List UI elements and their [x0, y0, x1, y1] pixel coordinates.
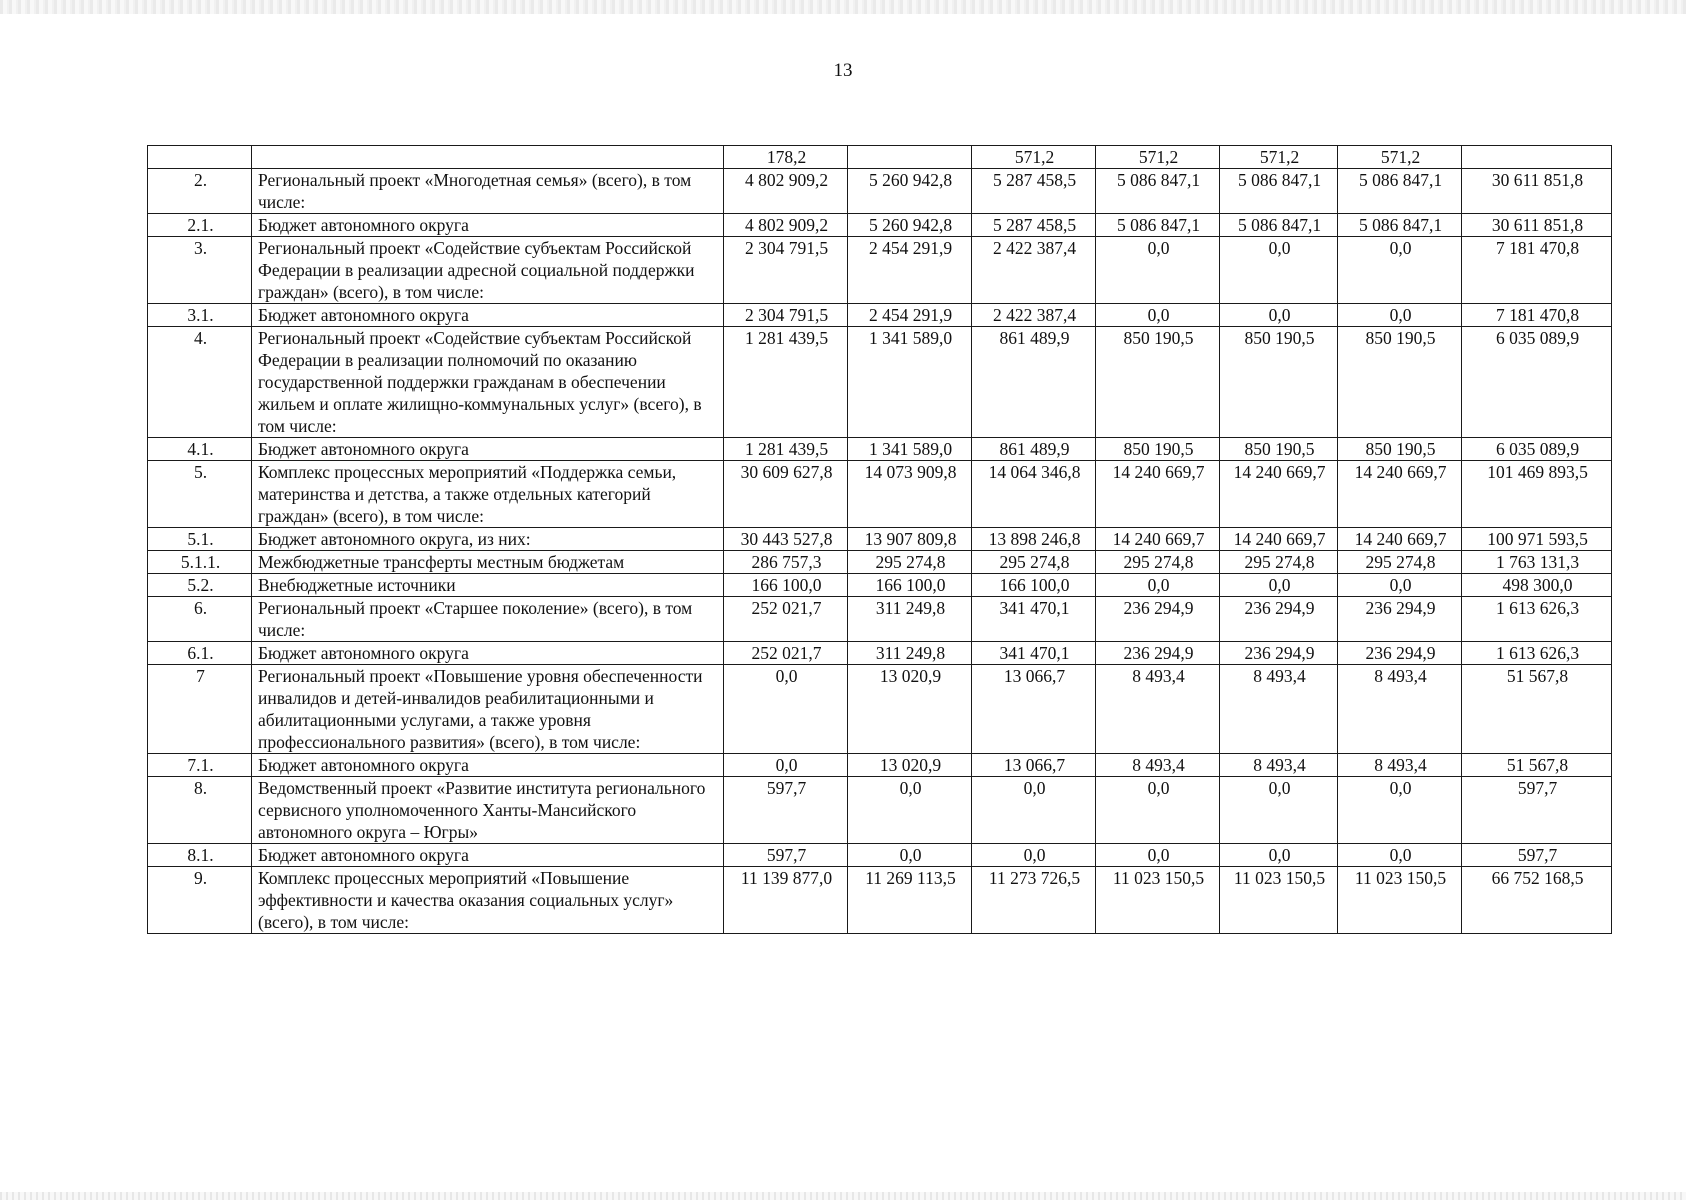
value-cell: 4 802 909,2: [724, 169, 848, 214]
row-name: Ведомственный проект «Развитие института регионального сервисного уполномоченного Ханты-Мансийского автономного округа – Югры»: [252, 777, 724, 844]
value-cell: 861 489,9: [972, 327, 1096, 438]
value-cell: 0,0: [1338, 574, 1462, 597]
row-number: 3.1.: [148, 304, 252, 327]
value-cell: 0,0: [1220, 574, 1338, 597]
row-number: 4.: [148, 327, 252, 438]
value-cell: 597,7: [724, 844, 848, 867]
row-name: Региональный проект «Содействие субъектам Российской Федерации в реализации полномочий по оказанию государственной поддержки гражданам в обеспечении жильем и оплате жилищно-коммунальных услуг» (всего), в том числе:: [252, 327, 724, 438]
value-cell: 0,0: [1220, 237, 1338, 304]
row-name: Региональный проект «Старшее поколение» (всего), в том числе:: [252, 597, 724, 642]
value-cell: 30 443 527,8: [724, 528, 848, 551]
value-cell: 11 023 150,5: [1220, 867, 1338, 934]
value-cell: 5 086 847,1: [1338, 214, 1462, 237]
value-cell: 14 064 346,8: [972, 461, 1096, 528]
row-number: 3.: [148, 237, 252, 304]
table-row: [148, 597, 1612, 642]
table-row: [148, 777, 1612, 844]
row-number: 9.: [148, 867, 252, 934]
value-cell: 11 269 113,5: [848, 867, 972, 934]
row-number: 8.: [148, 777, 252, 844]
value-cell: 850 190,5: [1220, 438, 1338, 461]
row-name: Бюджет автономного округа: [252, 754, 724, 777]
value-cell: 5 260 942,8: [848, 214, 972, 237]
value-cell: 597,7: [1462, 844, 1612, 867]
scan-edge-top: [0, 0, 1686, 14]
row-name: Региональный проект «Многодетная семья» (всего), в том числе:: [252, 169, 724, 214]
value-cell: 13 898 246,8: [972, 528, 1096, 551]
table-row: [148, 304, 1612, 327]
table-row: [148, 844, 1612, 867]
row-name: Внебюджетные источники: [252, 574, 724, 597]
page-number: 13: [833, 60, 853, 81]
value-cell: 13 907 809,8: [848, 528, 972, 551]
value-cell: 341 470,1: [972, 597, 1096, 642]
table-row: [148, 528, 1612, 551]
value-cell: 11 023 150,5: [1096, 867, 1220, 934]
row-number: 7: [148, 665, 252, 754]
value-cell: 571,2: [1220, 146, 1338, 169]
value-cell: 5 086 847,1: [1220, 214, 1338, 237]
value-cell: 311 249,8: [848, 597, 972, 642]
value-cell: 5 260 942,8: [848, 169, 972, 214]
value-cell: 11 273 726,5: [972, 867, 1096, 934]
row-number: [148, 146, 252, 169]
value-cell: 0,0: [1096, 304, 1220, 327]
value-cell: 2 304 791,5: [724, 237, 848, 304]
value-cell: 571,2: [1338, 146, 1462, 169]
value-cell: 13 020,9: [848, 754, 972, 777]
row-name: Бюджет автономного округа: [252, 304, 724, 327]
row-name: Региональный проект «Содействие субъектам Российской Федерации в реализации адресной социальной поддержки граждан» (всего), в том числе:: [252, 237, 724, 304]
value-cell: 2 454 291,9: [848, 304, 972, 327]
value-cell: 14 240 669,7: [1096, 528, 1220, 551]
table-row: [148, 214, 1612, 237]
table-row: [148, 867, 1612, 934]
value-cell: 166 100,0: [724, 574, 848, 597]
value-cell: 5 086 847,1: [1338, 169, 1462, 214]
row-number: 5.1.1.: [148, 551, 252, 574]
value-cell: 2 422 387,4: [972, 304, 1096, 327]
value-cell: 5 086 847,1: [1096, 169, 1220, 214]
table-row: [148, 754, 1612, 777]
value-cell: 498 300,0: [1462, 574, 1612, 597]
value-cell: 0,0: [1338, 844, 1462, 867]
value-cell: 4 802 909,2: [724, 214, 848, 237]
value-cell: 30 609 627,8: [724, 461, 848, 528]
value-cell: 0,0: [724, 754, 848, 777]
value-cell: 14 240 669,7: [1338, 461, 1462, 528]
row-name: Комплекс процессных мероприятий «Повышение эффективности и качества оказания социальных услуг» (всего), в том числе:: [252, 867, 724, 934]
table-row: [148, 461, 1612, 528]
value-cell: [848, 146, 972, 169]
value-cell: 0,0: [1220, 304, 1338, 327]
row-name: Бюджет автономного округа: [252, 438, 724, 461]
value-cell: 30 611 851,8: [1462, 214, 1612, 237]
value-cell: 2 422 387,4: [972, 237, 1096, 304]
value-cell: 1 341 589,0: [848, 438, 972, 461]
value-cell: 8 493,4: [1338, 665, 1462, 754]
table-row: [148, 169, 1612, 214]
value-cell: 850 190,5: [1096, 438, 1220, 461]
value-cell: 5 287 458,5: [972, 169, 1096, 214]
value-cell: 51 567,8: [1462, 665, 1612, 754]
row-name: Бюджет автономного округа, из них:: [252, 528, 724, 551]
value-cell: 850 190,5: [1338, 327, 1462, 438]
row-name: Региональный проект «Повышение уровня обеспеченности инвалидов и детей-инвалидов реабилитационными и абилитационными услугами, а также уровня профессионального развития» (всего), в том числе:: [252, 665, 724, 754]
value-cell: 850 190,5: [1096, 327, 1220, 438]
value-cell: 0,0: [724, 665, 848, 754]
value-cell: [1462, 146, 1612, 169]
value-cell: 166 100,0: [972, 574, 1096, 597]
value-cell: 2 454 291,9: [848, 237, 972, 304]
row-number: 6.1.: [148, 642, 252, 665]
value-cell: 13 066,7: [972, 665, 1096, 754]
row-number: 6.: [148, 597, 252, 642]
value-cell: 0,0: [1096, 844, 1220, 867]
value-cell: 0,0: [1220, 844, 1338, 867]
table-row: [148, 146, 1612, 169]
value-cell: 236 294,9: [1096, 597, 1220, 642]
value-cell: 166 100,0: [848, 574, 972, 597]
row-name: Межбюджетные трансферты местным бюджетам: [252, 551, 724, 574]
table-row: [148, 327, 1612, 438]
value-cell: 8 493,4: [1220, 754, 1338, 777]
value-cell: 0,0: [1096, 237, 1220, 304]
value-cell: 13 020,9: [848, 665, 972, 754]
value-cell: 311 249,8: [848, 642, 972, 665]
value-cell: 236 294,9: [1338, 597, 1462, 642]
value-cell: 0,0: [972, 844, 1096, 867]
row-name: Бюджет автономного округа: [252, 214, 724, 237]
value-cell: 571,2: [1096, 146, 1220, 169]
row-number: 5.2.: [148, 574, 252, 597]
value-cell: 236 294,9: [1220, 642, 1338, 665]
value-cell: 1 613 626,3: [1462, 597, 1612, 642]
value-cell: 14 240 669,7: [1220, 461, 1338, 528]
value-cell: 0,0: [1338, 304, 1462, 327]
value-cell: 295 274,8: [848, 551, 972, 574]
value-cell: 5 086 847,1: [1096, 214, 1220, 237]
value-cell: 2 304 791,5: [724, 304, 848, 327]
value-cell: 252 021,7: [724, 597, 848, 642]
scan-edge-bottom: [0, 1192, 1686, 1200]
value-cell: 286 757,3: [724, 551, 848, 574]
value-cell: 341 470,1: [972, 642, 1096, 665]
value-cell: 597,7: [724, 777, 848, 844]
value-cell: 7 181 470,8: [1462, 237, 1612, 304]
row-number: 8.1.: [148, 844, 252, 867]
value-cell: 14 240 669,7: [1220, 528, 1338, 551]
value-cell: 6 035 089,9: [1462, 438, 1612, 461]
row-name: Бюджет автономного округа: [252, 844, 724, 867]
value-cell: 0,0: [848, 844, 972, 867]
value-cell: 0,0: [1220, 777, 1338, 844]
value-cell: 597,7: [1462, 777, 1612, 844]
row-number: 5.1.: [148, 528, 252, 551]
row-number: 4.1.: [148, 438, 252, 461]
value-cell: 861 489,9: [972, 438, 1096, 461]
value-cell: 101 469 893,5: [1462, 461, 1612, 528]
value-cell: 1 763 131,3: [1462, 551, 1612, 574]
value-cell: 1 281 439,5: [724, 327, 848, 438]
value-cell: 0,0: [1096, 777, 1220, 844]
value-cell: 30 611 851,8: [1462, 169, 1612, 214]
value-cell: 51 567,8: [1462, 754, 1612, 777]
value-cell: 236 294,9: [1096, 642, 1220, 665]
value-cell: 7 181 470,8: [1462, 304, 1612, 327]
value-cell: 295 274,8: [1338, 551, 1462, 574]
value-cell: 8 493,4: [1220, 665, 1338, 754]
value-cell: 11 139 877,0: [724, 867, 848, 934]
value-cell: 295 274,8: [1220, 551, 1338, 574]
value-cell: 252 021,7: [724, 642, 848, 665]
value-cell: 1 613 626,3: [1462, 642, 1612, 665]
value-cell: 0,0: [1096, 574, 1220, 597]
value-cell: 5 086 847,1: [1220, 169, 1338, 214]
value-cell: 8 493,4: [1338, 754, 1462, 777]
value-cell: 14 240 669,7: [1338, 528, 1462, 551]
value-cell: 13 066,7: [972, 754, 1096, 777]
table-row: [148, 551, 1612, 574]
value-cell: 295 274,8: [1096, 551, 1220, 574]
row-name: [252, 146, 724, 169]
table-row: [148, 438, 1612, 461]
budget-table: [147, 145, 1612, 934]
value-cell: 178,2: [724, 146, 848, 169]
value-cell: 0,0: [1338, 777, 1462, 844]
value-cell: 100 971 593,5: [1462, 528, 1612, 551]
value-cell: 66 752 168,5: [1462, 867, 1612, 934]
value-cell: 1 341 589,0: [848, 327, 972, 438]
value-cell: 236 294,9: [1338, 642, 1462, 665]
table-row: [148, 574, 1612, 597]
value-cell: 8 493,4: [1096, 754, 1220, 777]
table-row: [148, 665, 1612, 754]
value-cell: 14 240 669,7: [1096, 461, 1220, 528]
value-cell: 1 281 439,5: [724, 438, 848, 461]
value-cell: 0,0: [1338, 237, 1462, 304]
table-row: [148, 642, 1612, 665]
value-cell: 0,0: [848, 777, 972, 844]
row-number: 5.: [148, 461, 252, 528]
value-cell: 5 287 458,5: [972, 214, 1096, 237]
value-cell: 236 294,9: [1220, 597, 1338, 642]
value-cell: 850 190,5: [1338, 438, 1462, 461]
value-cell: 850 190,5: [1220, 327, 1338, 438]
value-cell: 14 073 909,8: [848, 461, 972, 528]
value-cell: 8 493,4: [1096, 665, 1220, 754]
value-cell: 0,0: [972, 777, 1096, 844]
value-cell: 6 035 089,9: [1462, 327, 1612, 438]
row-name: Комплекс процессных мероприятий «Поддержка семьи, материнства и детства, а также отдельных категорий граждан» (всего), в том числе:: [252, 461, 724, 528]
table-row: [148, 237, 1612, 304]
row-number: 2.: [148, 169, 252, 214]
value-cell: 11 023 150,5: [1338, 867, 1462, 934]
row-number: 2.1.: [148, 214, 252, 237]
value-cell: 295 274,8: [972, 551, 1096, 574]
value-cell: 571,2: [972, 146, 1096, 169]
row-name: Бюджет автономного округа: [252, 642, 724, 665]
row-number: 7.1.: [148, 754, 252, 777]
